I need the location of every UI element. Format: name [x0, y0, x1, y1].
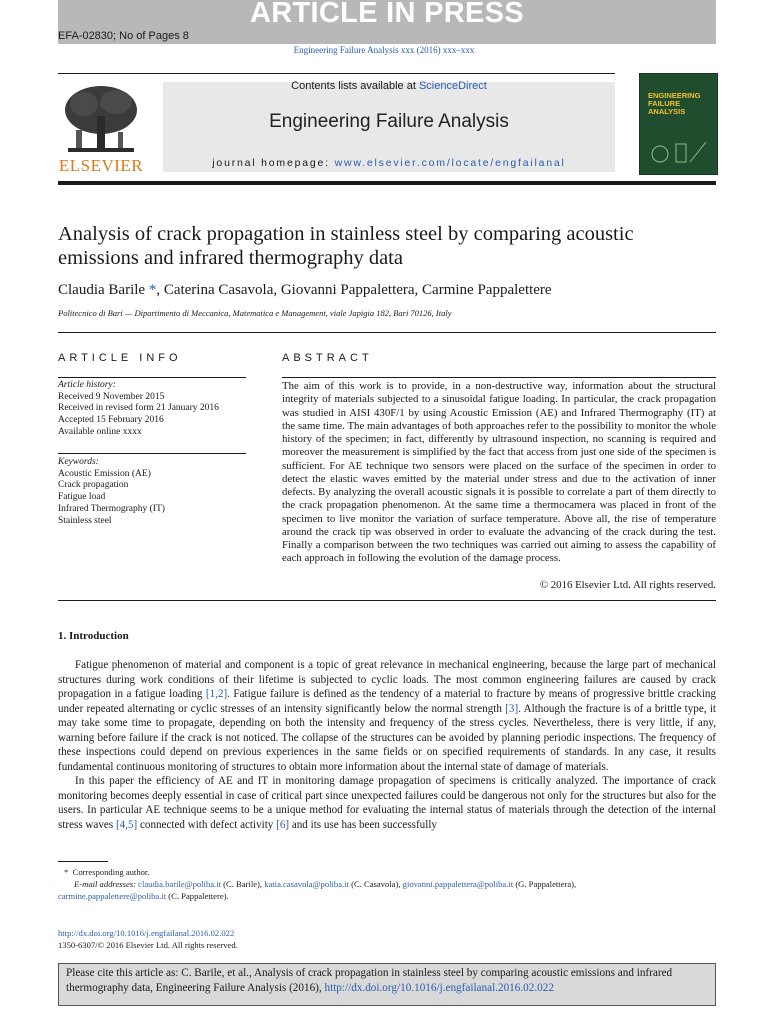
- abstract-heading: ABSTRACT: [282, 352, 373, 364]
- journal-title: Engineering Failure Analysis: [269, 111, 509, 132]
- homepage-link[interactable]: www.elsevier.com/locate/engfailanal: [334, 157, 566, 169]
- footnote-corresponding: [58, 866, 716, 878]
- footnote-emails-continued: [58, 890, 716, 902]
- abstract-rule: [282, 377, 716, 378]
- article-info-rule: [58, 377, 246, 378]
- email-link[interactable]: claudia.barile@poliba.it: [138, 879, 221, 889]
- cover-title-line: ANALYSIS: [648, 107, 686, 116]
- text-run: and its use has been successfully: [289, 818, 437, 831]
- history-label: Article history:: [58, 380, 116, 390]
- keyword-item: Stainless steel: [58, 515, 112, 526]
- abstract-text: The aim of this work is to provide, in a non-destructive way, information about the structural integrity of materials subjected to a sinusoidal fatigue loading. In particular, the crack propagation was studied in AISI 430F/1 by using Acoustic Emission (AE) and Infrared Thermography (IT) at the same time. The main advantages of both approaches refer to the possibility to monitor the whole history of the specimen; in fact, differently by ultrasound inspection, no scanning is required and moreover the measurement is simplified by the fact that access from just one side of the specimen is sufficient. For AE technique two sensors were placed on the surface of the specimen in order to detect the elastic waves emitted by the material under stress and due to the activation of inner defects. By analyzing the overall acoustic signals it is possible to correlate a part of them directly to the crack propagation phenomenon. At the same time a thermocamera was placed in front of the specimen to live monitor the variation of surface temperature. Above all, the rise of temperature around the crack tip was observed in order to evaluate the advancing of the crack during the test. Finally a comparison between the two techniques was carried out aiming to assess the capability of each approach in following the evolution of the damage process.: [282, 380, 716, 565]
- email-owner: (G. Pappalettera),: [513, 879, 577, 889]
- contents-line: [163, 80, 615, 92]
- issn-line: 1350-6307/© 2016 Elsevier Ltd. All rights reserved.: [58, 939, 238, 950]
- sciencedirect-link[interactable]: ScienceDirect: [418, 80, 487, 92]
- article-info-heading: ARTICLE INFO: [58, 352, 182, 364]
- citation-link[interactable]: [3]: [505, 702, 519, 715]
- corresponding-author-marker[interactable]: *: [148, 282, 157, 298]
- footnote-rule: [58, 861, 108, 862]
- homepage-prefix: journal homepage:: [212, 157, 335, 169]
- text-run: . Fatigue failure is defined as the tendency of a material to fracture by means of progressive brittle cracking under repeated alternating or cyclic stresses of an intensity significantly below the normal strength: [58, 688, 716, 715]
- banner-text: ARTICLE IN PRESS: [250, 0, 524, 29]
- history-item: Accepted 15 February 2016: [58, 415, 164, 426]
- email-owner: (C. Barile),: [220, 879, 265, 889]
- paragraph: [58, 658, 716, 774]
- abstract-copyright: © 2016 Elsevier Ltd. All rights reserved.: [539, 579, 716, 591]
- keywords-block: [58, 457, 246, 527]
- history-item: Received in revised form 21 January 2016: [58, 403, 219, 414]
- title-bottom-rule: [58, 332, 716, 333]
- cover-graphic: [648, 136, 708, 166]
- document-id: EFA-02830; No of Pages 8: [58, 30, 189, 42]
- email-link[interactable]: carmine.pappalettere@poliba.it: [58, 891, 167, 901]
- citation-box: [58, 963, 716, 1006]
- keywords-label: Keywords:: [58, 457, 99, 467]
- doi-block: [58, 928, 238, 951]
- article-title: Analysis of crack propagation in stainless steel by comparing acoustic emissions and infrared thermography data: [58, 223, 634, 269]
- text-run: Fatigue phenomenon of material and component is a topic of great relevance in mechanical engineering, because the large part of mechanical structures during work conditions of their lifetime is subjected to cyclic loads. The most common engineering failures are caused by crack propagation in a fatigue loading: [58, 659, 716, 700]
- citation-text: [66, 966, 710, 995]
- email-link[interactable]: giovanni.pappalettera@poliba.it: [402, 879, 514, 889]
- footnote-marker: *: [64, 867, 73, 877]
- email-label: E-mail addresses:: [74, 879, 136, 889]
- cover-title-line: ENGINEERING: [648, 91, 701, 100]
- text-run: connected with defect activity: [137, 818, 277, 831]
- citation-link[interactable]: [4,5]: [115, 818, 138, 831]
- journal-citation-line[interactable]: Engineering Failure Analysis xxx (2016) xxx–xxx: [293, 45, 475, 55]
- cover-title: [648, 92, 712, 116]
- introduction-body: [58, 658, 716, 832]
- article-history: [58, 380, 246, 439]
- author-list: [58, 282, 552, 299]
- keyword-item: Fatigue load: [58, 492, 106, 503]
- masthead-top-rule: [58, 73, 615, 74]
- citation-link[interactable]: [6]: [276, 818, 290, 831]
- footnote-text: Corresponding author.: [72, 867, 150, 877]
- history-item: Available online xxxx: [58, 426, 142, 437]
- masthead-bottom-rule: [58, 181, 716, 185]
- text-run: . Although the fracture is of a brittle type, it may take some time to propagate, depending on both the intensity and frequency of the stress cycles. Nevertheless, there is very little, if any, warning before failure if the crack is not noticed. The collapse of the structures can be avoided by planning periodic inspections. The frequency of these inspections could depend on previous experiences in the same fields or on specified requirements of standards. In any case, it results fundamental continuous monitoring of structures to obtain more information about the internal state of damage of materials.: [58, 702, 716, 773]
- other-authors: , Caterina Casavola, Giovanni Pappalettera, Carmine Pappalettere: [156, 282, 552, 298]
- footnotes: [58, 866, 716, 902]
- contents-prefix: Contents lists available at: [291, 80, 419, 92]
- cover-title-line: FAILURE: [648, 99, 681, 108]
- journal-homepage: [163, 157, 615, 169]
- publisher-name: ELSEVIER: [58, 156, 144, 175]
- affiliation: Politecnico di Bari — Dipartimento di Meccanica, Matematica e Management, viale Japigia 182, Bari 70126, Italy: [58, 308, 452, 318]
- text-run: In this paper the efficiency of AE and IT in monitoring damage propagation of specimens is critically analyzed. The importance of crack monitoring becomes deeply essential in case of critical part since unexpected failures could be dangerous not only for the structures but also for the users. In particular AE technique seems to be a unique method for evaluating the internal status of materials through the detection of the internal stress waves: [58, 775, 716, 831]
- abstract-bottom-rule: [58, 600, 716, 601]
- citation-link[interactable]: [1,2]: [205, 688, 228, 700]
- footnote-emails: [58, 878, 716, 890]
- keyword-item: Crack propagation: [58, 480, 129, 491]
- citation-prefix: Please cite this article as: C. Barile, et al., Analysis of crack propagation in stainless steel by comparing acoustic emissions and infrared thermography data, Engineering Failure Analysis (2016),: [66, 967, 673, 994]
- email-link[interactable]: katia.casavola@poliba.it: [264, 879, 349, 889]
- citation-doi-link[interactable]: http://dx.doi.org/10.1016/j.engfailanal.2016.02.022: [324, 981, 554, 994]
- journal-cover-thumbnail[interactable]: [639, 73, 718, 175]
- keyword-item: Infrared Thermography (IT): [58, 503, 165, 514]
- keywords-rule: [58, 453, 246, 454]
- email-owner: (C. Casavola),: [348, 879, 403, 889]
- first-author: Claudia Barile: [58, 282, 146, 298]
- keyword-item: Acoustic Emission (AE): [58, 468, 151, 479]
- doi-link[interactable]: http://dx.doi.org/10.1016/j.engfailanal.2016.02.022: [58, 928, 235, 938]
- email-owner: (C. Pappalettere).: [166, 891, 229, 901]
- paragraph: [58, 774, 716, 832]
- section-heading-introduction: 1. Introduction: [58, 630, 129, 642]
- history-item: Received 9 November 2015: [58, 391, 165, 402]
